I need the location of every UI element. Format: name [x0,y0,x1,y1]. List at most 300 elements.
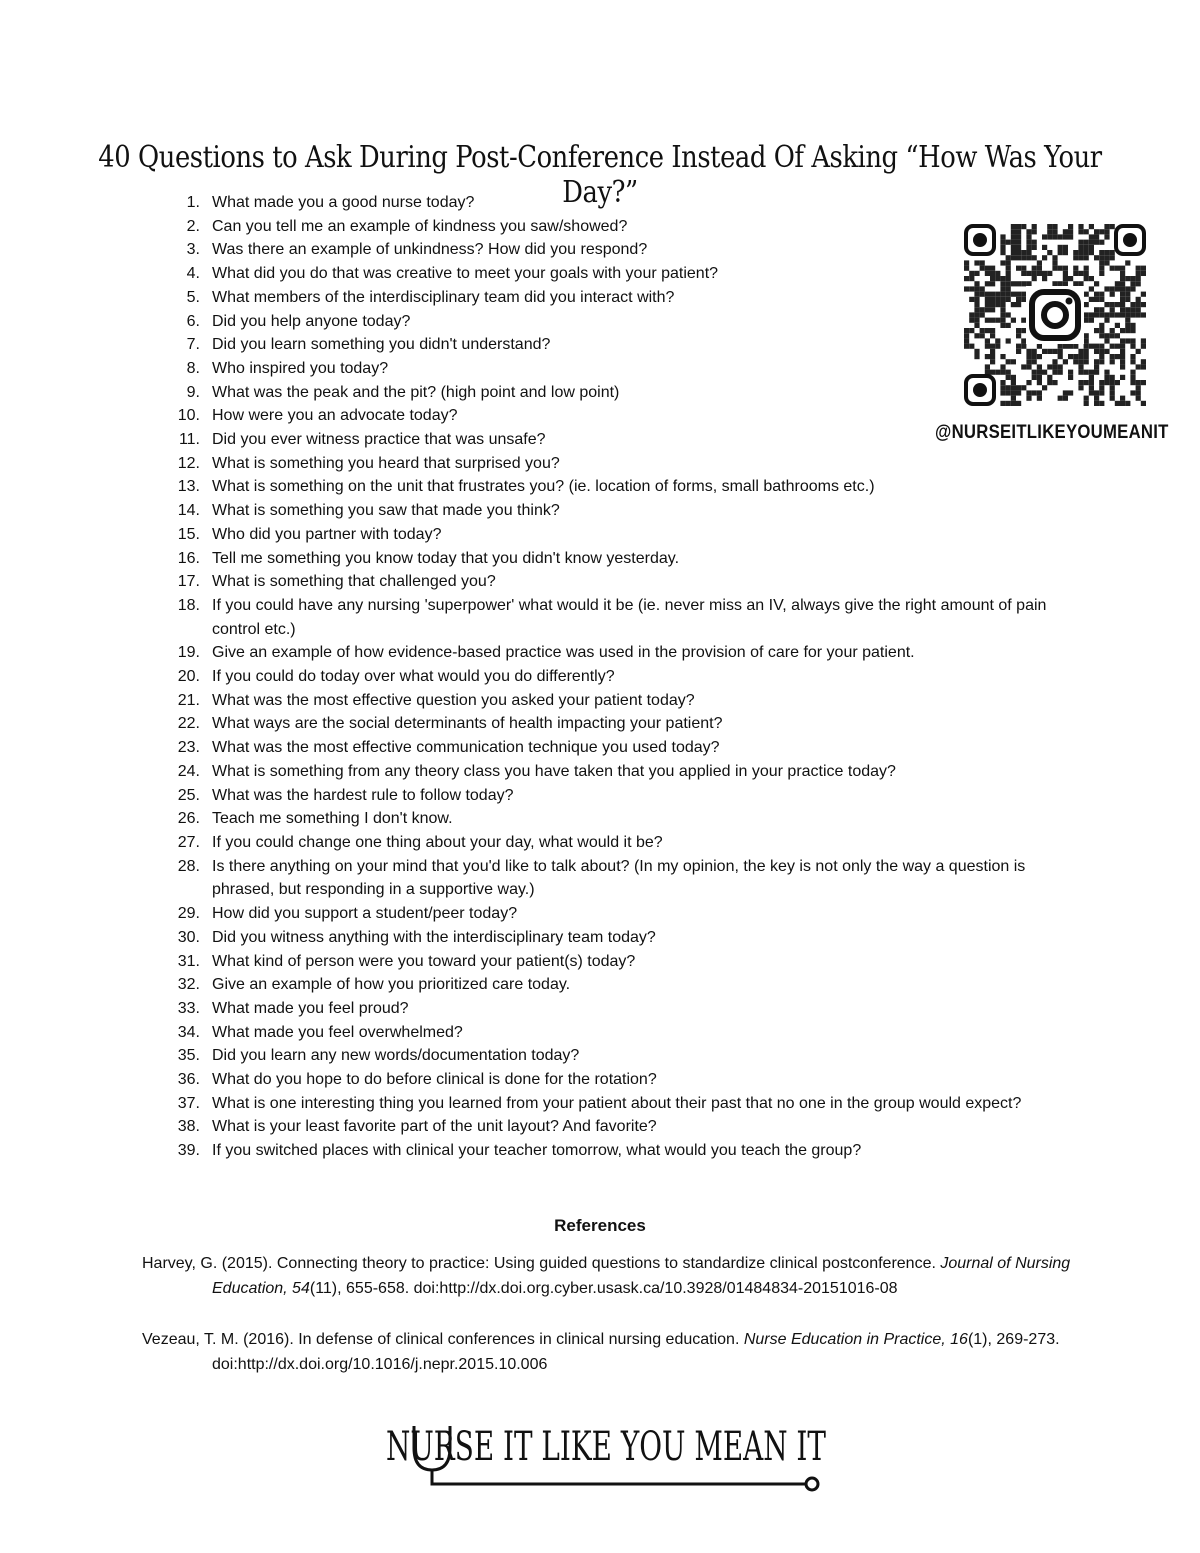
qr-module [1125,338,1130,343]
qr-module [1026,354,1031,359]
question-item [160,712,1060,736]
qr-module [1032,271,1037,276]
qr-module [1110,286,1115,291]
qr-module [1125,297,1130,302]
qr-module [1141,364,1146,369]
qr-module [990,307,995,312]
question-list [160,191,1060,1163]
qr-module [1011,375,1016,380]
qr-module [1089,250,1094,255]
qr-module [1052,281,1057,286]
qr-module [995,292,1000,297]
qr-module [1006,359,1011,364]
qr-module [1084,250,1089,255]
qr-module [1011,240,1016,245]
qr-module [1084,318,1089,323]
qr-module [1110,354,1115,359]
qr-module [1099,240,1104,245]
qr-module [1016,302,1021,307]
qr-module [1026,349,1031,354]
qr-module [990,328,995,333]
qr-module [1136,349,1141,354]
qr-module [1094,234,1099,239]
qr-module [1136,380,1141,385]
qr-module [990,318,995,323]
qr-module [1078,255,1083,260]
question-item [160,973,1060,997]
question-text: Did you ever witness practice that was unsafe? [212,431,546,449]
qr-module [1120,297,1125,302]
qr-module [1084,266,1089,271]
qr-module [1099,229,1104,234]
qr-module [1047,375,1052,380]
qr-module [1089,276,1094,281]
qr-module [1000,354,1005,359]
qr-module [1110,344,1115,349]
qr-module [974,323,979,328]
qr-module [985,297,990,302]
qr-module [1011,281,1016,286]
qr-module [995,297,1000,302]
qr-module [1115,333,1120,338]
qr-module [1032,359,1037,364]
qr-module [1021,328,1026,333]
qr-module [1026,359,1031,364]
qr-module [1032,354,1037,359]
qr-module [1089,390,1094,395]
qr-module [1021,344,1026,349]
qr-module [1016,349,1021,354]
qr-module [1094,390,1099,395]
qr-module [1058,349,1063,354]
qr-module [1115,354,1120,359]
qr-module [1099,385,1104,390]
question-item [160,238,1060,262]
qr-module [1032,349,1037,354]
question-item [160,926,1060,950]
qr-module [1006,292,1011,297]
qr-module [1125,286,1130,291]
qr-module [1110,250,1115,255]
qr-module [1120,401,1125,406]
question-text: What did you do that was creative to meet your goals with your patient? [212,265,719,283]
qr-module [1063,229,1068,234]
qr-module [1016,297,1021,302]
qr-module [1115,344,1120,349]
reference-lead: Vezeau, T. M. (2016). In defense of clinical conferences in clinical nursing education. [142,1331,744,1348]
qr-module [974,281,979,286]
qr-module [1032,370,1037,375]
qr-module [1110,266,1115,271]
question-text: Tell me something you know today that you didn't know yesterday. [212,549,680,567]
qr-module [1058,396,1063,401]
question-text: What is something from any theory class you have taken that you applied in your practice today? [212,762,896,780]
qr-module [1037,396,1042,401]
qr-module [1000,245,1005,250]
qr-module [1016,390,1021,395]
question-item [160,831,1060,855]
question-item [160,594,1060,641]
question-text: Did you learn any new words/documentation today? [212,1047,580,1065]
qr-module [1052,266,1057,271]
qr-module [1099,292,1104,297]
question-item [160,262,1060,286]
qr-module [1099,349,1104,354]
qr-module [1052,359,1057,364]
question-item [160,475,1060,499]
qr-module [1058,234,1063,239]
qr-module [1068,354,1073,359]
qr-module [1120,344,1125,349]
qr-module [1141,344,1146,349]
qr-module [1089,380,1094,385]
qr-module [1026,240,1031,245]
qr-module [995,370,1000,375]
question-item [160,950,1060,974]
qr-module [1006,375,1011,380]
qr-module [1120,312,1125,317]
qr-module [1063,245,1068,250]
question-text: What made you a good nurse today? [212,194,475,211]
question-item [160,547,1060,571]
qr-module [1006,286,1011,291]
question-number: 34. [177,1023,200,1041]
qr-module [990,297,995,302]
qr-module [1011,229,1016,234]
qr-module [1104,302,1109,307]
question-item [160,736,1060,760]
qr-module [1104,286,1109,291]
qr-module [1042,255,1047,260]
qr-module [990,344,995,349]
qr-module [1078,354,1083,359]
qr-module [1099,250,1104,255]
qr-module [1037,364,1042,369]
question-item [160,665,1060,689]
qr-module [964,260,969,265]
qr-module [1130,380,1135,385]
qr-module [1000,260,1005,265]
qr-module [1052,229,1057,234]
qr-module [1000,276,1005,281]
qr-module [1078,271,1083,276]
qr-module [1047,271,1052,276]
question-text: Can you tell me an example of kindness you saw/showed? [212,217,628,235]
qr-module [1037,370,1042,375]
question-number: 29. [177,905,200,923]
qr-module [1000,390,1005,395]
qr-module [980,312,985,317]
qr-module [1141,359,1146,364]
qr-module [1084,349,1089,354]
qr-module [1084,312,1089,317]
qr-module [1037,344,1042,349]
question-text: What is something you saw that made you think? [212,502,560,520]
qr-module [1136,302,1141,307]
qr-module [1110,333,1115,338]
qr-module [1042,385,1047,390]
qr-module [1006,338,1011,343]
qr-module [969,328,974,333]
question-text: If you could change one thing about your day, what would it be? [212,833,663,851]
qr-module [1021,364,1026,369]
question-number: 35. [177,1047,200,1065]
qr-module [1094,240,1099,245]
qr-module [1125,260,1130,265]
qr-module [1094,281,1099,286]
question-item [160,381,1060,405]
question-text: Was there an example of unkindness? How did you respond? [212,241,648,259]
qr-module [969,286,974,291]
qr-module [1089,385,1094,390]
question-item [160,807,1060,831]
qr-module [1052,260,1057,265]
question-number: 17. [177,573,200,591]
reference-rest: (1), 269-273. doi:http://dx.doi.org/10.1016/j.nepr.2015.10.006 [212,1331,1060,1373]
qr-module [1120,328,1125,333]
qr-module [1016,292,1021,297]
qr-module [1099,359,1104,364]
qr-module [1130,344,1135,349]
question-number: 27. [177,833,200,851]
qr-code-graphic [964,224,1146,406]
qr-module [1000,292,1005,297]
qr-module [1037,375,1042,380]
qr-module [964,286,969,291]
qr-module [1099,255,1104,260]
qr-module [1130,307,1135,312]
qr-module [1037,390,1042,395]
qr-module [1130,370,1135,375]
question-number: 4. [186,265,200,283]
question-number: 24. [177,762,200,780]
qr-module [1058,266,1063,271]
qr-module [985,281,990,286]
qr-module [1068,229,1073,234]
question-text: What is one interesting thing you learned from your patient about their past that no one in the group would expect? [212,1094,1022,1112]
qr-module [1078,349,1083,354]
qr-module [1084,271,1089,276]
qr-module [1021,385,1026,390]
qr-module [1063,359,1068,364]
question-text: Give an example of how evidence-based practice was used in the provision of care for your patient. [212,644,915,662]
qr-module [964,266,969,271]
qr-module [1084,292,1089,297]
question-item [160,1115,1060,1139]
qr-module [985,344,990,349]
qr-module [1000,250,1005,255]
qr-module [1094,328,1099,333]
qr-module [1068,375,1073,380]
qr-module [1011,250,1016,255]
qr-module [1104,234,1109,239]
qr-module [980,307,985,312]
question-number: 31. [177,952,200,970]
qr-module [1099,323,1104,328]
qr-module [1115,401,1120,406]
qr-module [1141,302,1146,307]
qr-module [1089,297,1094,302]
qr-module [1136,312,1141,317]
qr-module [1089,240,1094,245]
qr-finder-top-right [1116,226,1144,254]
question-number: 12. [177,454,200,472]
qr-module [1110,255,1115,260]
qr-module [1084,354,1089,359]
qr-module [1026,380,1031,385]
question-number: 15. [177,525,200,543]
qr-module [1000,312,1005,317]
qr-module [1084,401,1089,406]
question-item [160,997,1060,1021]
qr-module [1136,276,1141,281]
question-text: What made you feel overwhelmed? [212,1023,463,1041]
question-item [160,641,1060,665]
question-number: 18. [177,596,200,614]
qr-module [1099,328,1104,333]
qr-code [964,224,1146,406]
qr-module [1011,292,1016,297]
qr-module [1084,302,1089,307]
question-item [160,333,1060,357]
qr-module [1104,333,1109,338]
qr-module [969,318,974,323]
qr-module [990,281,995,286]
qr-module [985,266,990,271]
reference-journal: Journal of Nursing Education, 54 [212,1255,1071,1297]
qr-module [1094,396,1099,401]
qr-module [964,333,969,338]
question-text: What is something on the unit that frustrates you? (ie. location of forms, small bathrooms etc.) [212,478,875,496]
qr-module [1130,276,1135,281]
qr-module [1089,234,1094,239]
qr-module [1016,385,1021,390]
qr-module [1016,250,1021,255]
qr-module [1037,266,1042,271]
qr-module [1115,266,1120,271]
qr-module [1125,276,1130,281]
qr-module [1073,271,1078,276]
qr-module [1063,390,1068,395]
qr-module [995,338,1000,343]
qr-module [1032,229,1037,234]
qr-module [1026,390,1031,395]
qr-module [1011,385,1016,390]
qr-module [1021,338,1026,343]
qr-module [990,266,995,271]
qr-module [1068,370,1073,375]
qr-module [1099,344,1104,349]
question-text: Did you learn something you didn't understand? [212,336,551,354]
qr-module [1130,375,1135,380]
question-number: 38. [177,1118,200,1136]
qr-module [980,286,985,291]
qr-module [1068,234,1073,239]
qr-module [1120,286,1125,291]
qr-module [1011,396,1016,401]
question-number: 25. [177,786,200,804]
qr-module [1000,307,1005,312]
qr-module [1078,245,1083,250]
qr-module [1006,370,1011,375]
qr-module [1026,229,1031,234]
qr-module [1115,312,1120,317]
question-text: What is something you heard that surprised you? [212,454,560,472]
question-number: 1. [186,194,200,211]
qr-module [990,333,995,338]
qr-module [1141,271,1146,276]
qr-module [1011,318,1016,323]
question-item [160,855,1060,902]
qr-module [1078,250,1083,255]
question-text: What was the most effective communication technique you used today? [212,739,720,757]
question-item [160,191,1060,215]
qr-module [1016,224,1021,229]
qr-module [1042,370,1047,375]
question-item [160,1068,1060,1092]
qr-module [1032,266,1037,271]
qr-module [980,292,985,297]
qr-module [1094,255,1099,260]
qr-module [1021,281,1026,286]
qr-module [1136,364,1141,369]
qr-module [1042,245,1047,250]
qr-module [1130,312,1135,317]
qr-module [1120,338,1125,343]
qr-module [1016,234,1021,239]
qr-module [1141,312,1146,317]
qr-module [1125,312,1130,317]
qr-module [1136,266,1141,271]
qr-module [1006,240,1011,245]
qr-module [1099,266,1104,271]
qr-module [1042,349,1047,354]
question-item [160,404,1060,428]
qr-module [974,297,979,302]
qr-finder-bottom-left [966,376,994,404]
question-text: What was the hardest rule to follow today? [212,786,514,804]
qr-module [1026,281,1031,286]
qr-module [1099,297,1104,302]
qr-module [964,344,969,349]
qr-module [1006,385,1011,390]
qr-module [1120,396,1125,401]
qr-module [1110,390,1115,395]
qr-module [1011,255,1016,260]
qr-module [1073,354,1078,359]
qr-module [1110,312,1115,317]
qr-module [1016,255,1021,260]
qr-module [1011,401,1016,406]
question-item [160,499,1060,523]
qr-module [1052,224,1057,229]
reference-item [142,1251,1112,1301]
qr-module [1130,281,1135,286]
qr-module [1068,224,1073,229]
qr-module [1120,307,1125,312]
question-item [160,689,1060,713]
instagram-handle: @NURSEITLIKEYOUMEANIT [935,422,1169,443]
document-title: 40 Questions to Ask During Post-Conference Instead Of Asking “How Was Your Day?” [98,140,1102,210]
qr-module [1047,250,1052,255]
qr-module [1016,344,1021,349]
qr-module [1016,281,1021,286]
qr-module [990,370,995,375]
qr-module [1016,229,1021,234]
qr-module [1120,302,1125,307]
qr-module [1037,260,1042,265]
question-number: 37. [177,1094,200,1112]
